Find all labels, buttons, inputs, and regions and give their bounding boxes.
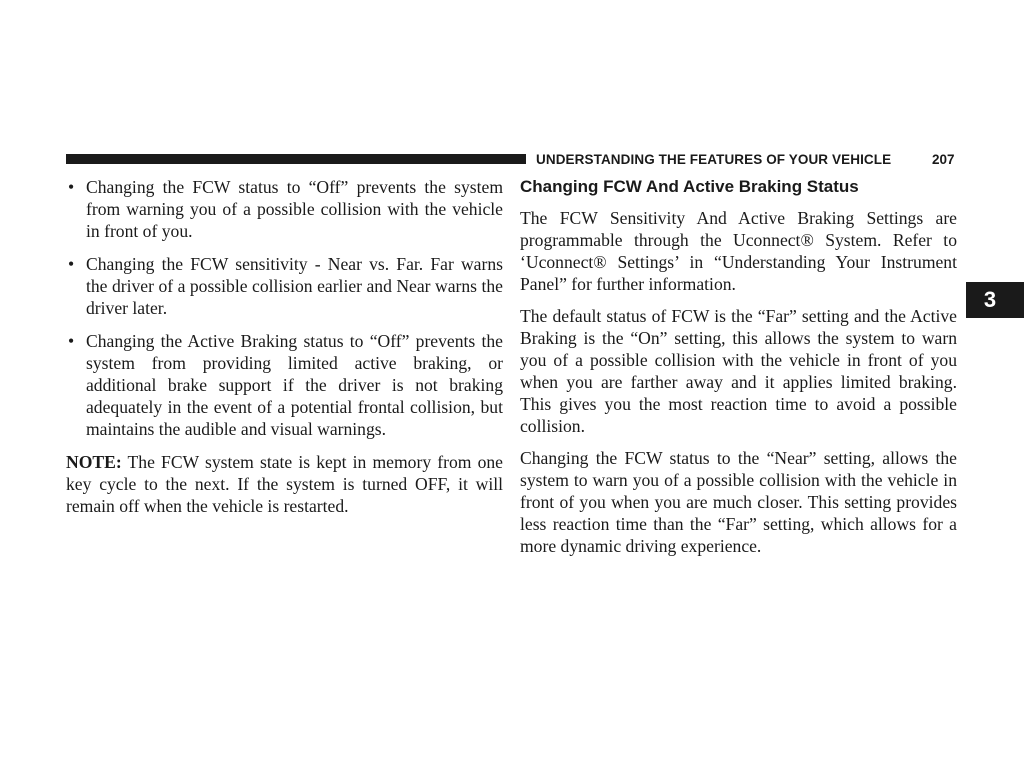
- paragraph-settings: The FCW Sensitivity And Active Braking Settings are programmable through the Uconnect® System. Refer to ‘Uconnect® Settings’ in “Understanding Your Instrument Panel” for further information.: [520, 208, 957, 294]
- left-column: [66, 176, 503, 517]
- paragraph-default-status: The default status of FCW is the “Far” setting and the Active Braking is the “On” setting, this allows the system to warn you of a possible collision with the vehicle in front of you when you are farther away and it applies limited braking. This gives you the most reaction time to avoid a possible collision.: [520, 306, 957, 436]
- bullet-fcw-off: • Changing the FCW status to “Off” prevents the system from warning you of a possible collision with the vehicle in front of you.: [66, 176, 503, 242]
- header-rule: [66, 154, 526, 164]
- chapter-number: 3: [983, 287, 997, 312]
- running-header-title: UNDERSTANDING THE FEATURES OF YOUR VEHICLE: [536, 152, 892, 167]
- note-paragraph: [66, 451, 503, 517]
- paragraph-near-setting: Changing the FCW status to the “Near” setting, allows the system to warn you of a possible collision with the vehicle in front of you when you are much closer. This setting provides less reaction time than the “Far” setting, which allows for a more dynamic driving experience.: [520, 448, 957, 556]
- section-heading: Changing FCW And Active Braking Status: [520, 177, 859, 196]
- bullet-active-braking-off: • Changing the Active Braking status to “Off” prevents the system from providing limited active braking, or additional brake support if the driver is not braking adequately in the event of a potential frontal collision, but maintains the audible and visual warnings.: [66, 330, 503, 440]
- note-text: The FCW system state is kept in memory from one key cycle to the next. If the system is turned OFF, it will remain off when the vehicle is restarted.: [66, 452, 503, 516]
- chapter-tab: [966, 282, 1024, 318]
- bullet-list: [66, 176, 503, 440]
- right-column: [520, 176, 957, 567]
- note-label: NOTE:: [66, 452, 122, 472]
- bullet-fcw-sensitivity: • Changing the FCW sensitivity - Near vs. Far. Far warns the driver of a possible collision earlier and Near warns the driver later.: [66, 253, 503, 319]
- page-number: 207: [932, 152, 955, 167]
